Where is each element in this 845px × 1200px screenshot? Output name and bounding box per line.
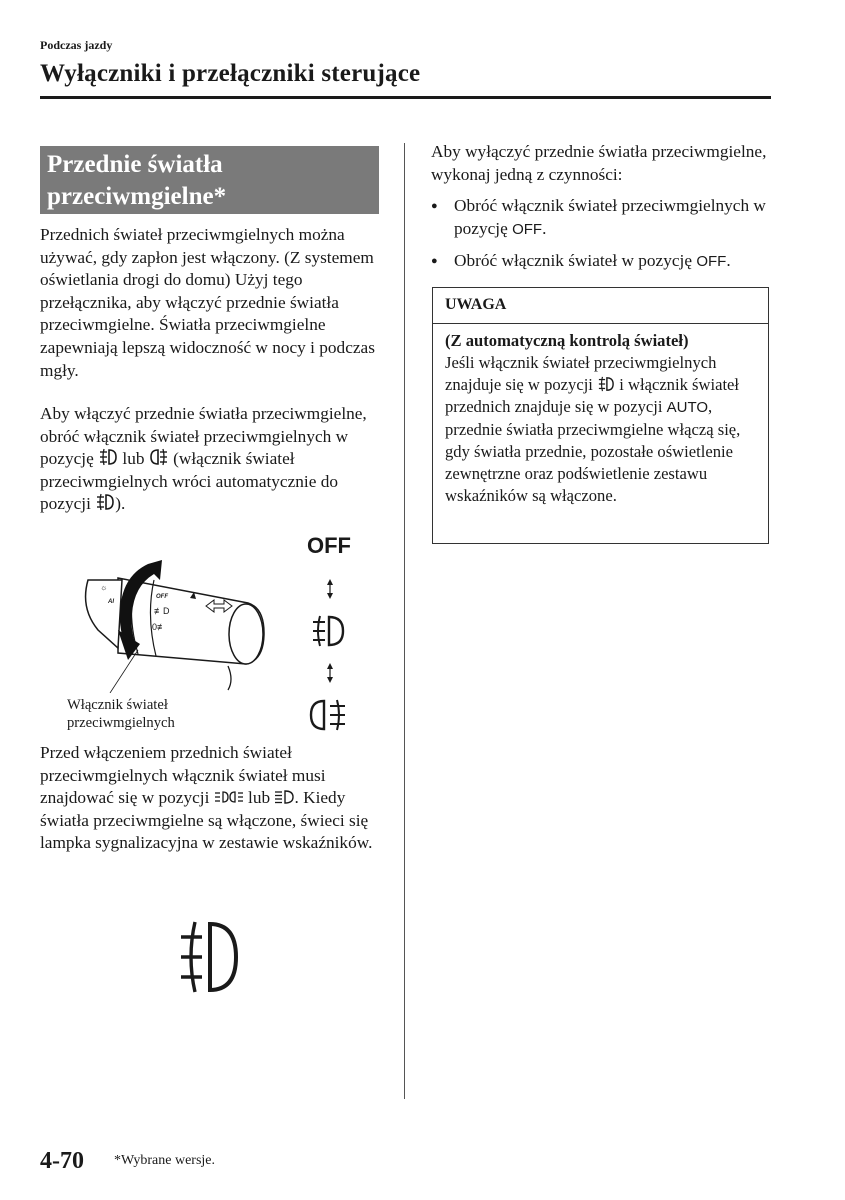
turn-on-text-b: lub: [122, 449, 145, 469]
off-position-label: OFF: [307, 533, 351, 558]
front-fog-light-icon: [597, 376, 615, 392]
page-number: 4-70: [40, 1148, 84, 1174]
svg-text:≢D: ≢D: [154, 606, 170, 616]
caption-line1: Włącznik świateł: [67, 697, 168, 713]
bullet2-code: OFF: [696, 253, 727, 270]
precondition-text-b: lub: [248, 788, 271, 808]
front-fog-light-icon: [95, 493, 115, 511]
header-rule: [40, 96, 771, 99]
bullet-marker: ●: [431, 255, 438, 267]
turn-on-text-c: (włącznik świateł przeciwmgielnych wróci automatycznie do pozycji: [40, 449, 338, 514]
fog-light-switch-illustration: [78, 558, 268, 693]
turn-on-text-d: ).: [115, 494, 126, 514]
section-title-line1: Przednie światła: [47, 151, 223, 178]
note-body: [433, 324, 768, 507]
front-fog-light-icon: [310, 614, 346, 648]
svg-text:AI: AI: [108, 599, 114, 605]
bullet1-text: Obróć włącznik świateł przeciwmgielnych w pozycję: [454, 196, 766, 238]
note-text-c: , przednie światła przeciwmgielne włączą się, gdy światła przednie, pozostałe oświetlenie zewnętrzne oraz podświetlenie zestawu wskaźników są włączone.: [445, 397, 741, 505]
page-title: Wyłączniki i przełączniki sterujące: [40, 60, 421, 87]
list-item: [431, 195, 771, 241]
svg-text:☼: ☼: [100, 583, 108, 592]
footnote: *Wybrane wersje.: [114, 1153, 216, 1168]
precondition-text-a: Przed włączeniem przednich świateł przeciwmgielnych włącznik świateł musi znajdować się w pozycji: [40, 743, 326, 808]
intro-paragraph: Przednich świateł przeciwmgielnych można używać, gdy zapłon jest włączony. (Z systemem oświetlania drogi do domu) Użyj tego przełącznika, aby włączyć przednie światła przeciwmgielne. Światła przeciwmgielne zapewniają lepszą widoczność w nocy i podczas mgły.: [40, 225, 375, 380]
note-text-b: i włącznik świateł przednich znajduje się w pozycji: [445, 375, 740, 416]
list-item: [431, 250, 771, 274]
rear-fog-light-icon: [308, 698, 348, 732]
note-box: [432, 287, 769, 544]
fog-light-indicator-icon: [178, 918, 240, 996]
front-fog-light-icon: [98, 448, 118, 466]
note-text-a: Jeśli włącznik świateł przeciwmgielnych znajduje się w pozycji: [445, 353, 717, 394]
svg-text:0≢: 0≢: [152, 622, 167, 632]
rear-fog-light-icon: [149, 448, 169, 466]
bullet2-text: Obróć włącznik świateł w pozycję: [454, 251, 693, 270]
column-divider: [404, 143, 405, 1099]
note-subheading: (Z automatyczną kontrolą świateł): [445, 331, 689, 350]
precondition-paragraph: [40, 742, 385, 855]
caption-line2: przeciwmgielnych: [67, 715, 175, 731]
turn-on-paragraph: [40, 403, 385, 516]
note-heading: UWAGA: [433, 288, 768, 324]
turn-off-intro: Aby wyłączyć przednie światła przeciwmgielne, wykonaj jedną z czynności:: [431, 142, 767, 184]
note-code: AUTO: [666, 399, 709, 416]
turn-on-text-a: Aby włączyć przednie światła przeciwmgielne, obróć włącznik świateł przeciwmgielnych w pozycję: [40, 404, 367, 469]
chapter-label: Podczas jazdy: [40, 38, 113, 52]
headlight-icon: [274, 789, 294, 805]
precondition-text-c: . Kiedy światła przeciwmgielne są włączone, świeci się lampka sygnalizacyjna w zestawie wskaźników.: [40, 788, 373, 853]
switch-caption: [67, 696, 175, 732]
bullet2-period: .: [726, 251, 731, 270]
bullet1-code: OFF: [512, 220, 543, 238]
bullet-marker: ●: [431, 200, 438, 212]
section-title-line2: przeciwmgielne*: [47, 183, 227, 210]
section-title: [40, 146, 379, 214]
stalk-off-label: OFF: [156, 594, 168, 600]
bullet1-period: .: [542, 218, 547, 238]
parking-light-icon: [214, 789, 244, 805]
